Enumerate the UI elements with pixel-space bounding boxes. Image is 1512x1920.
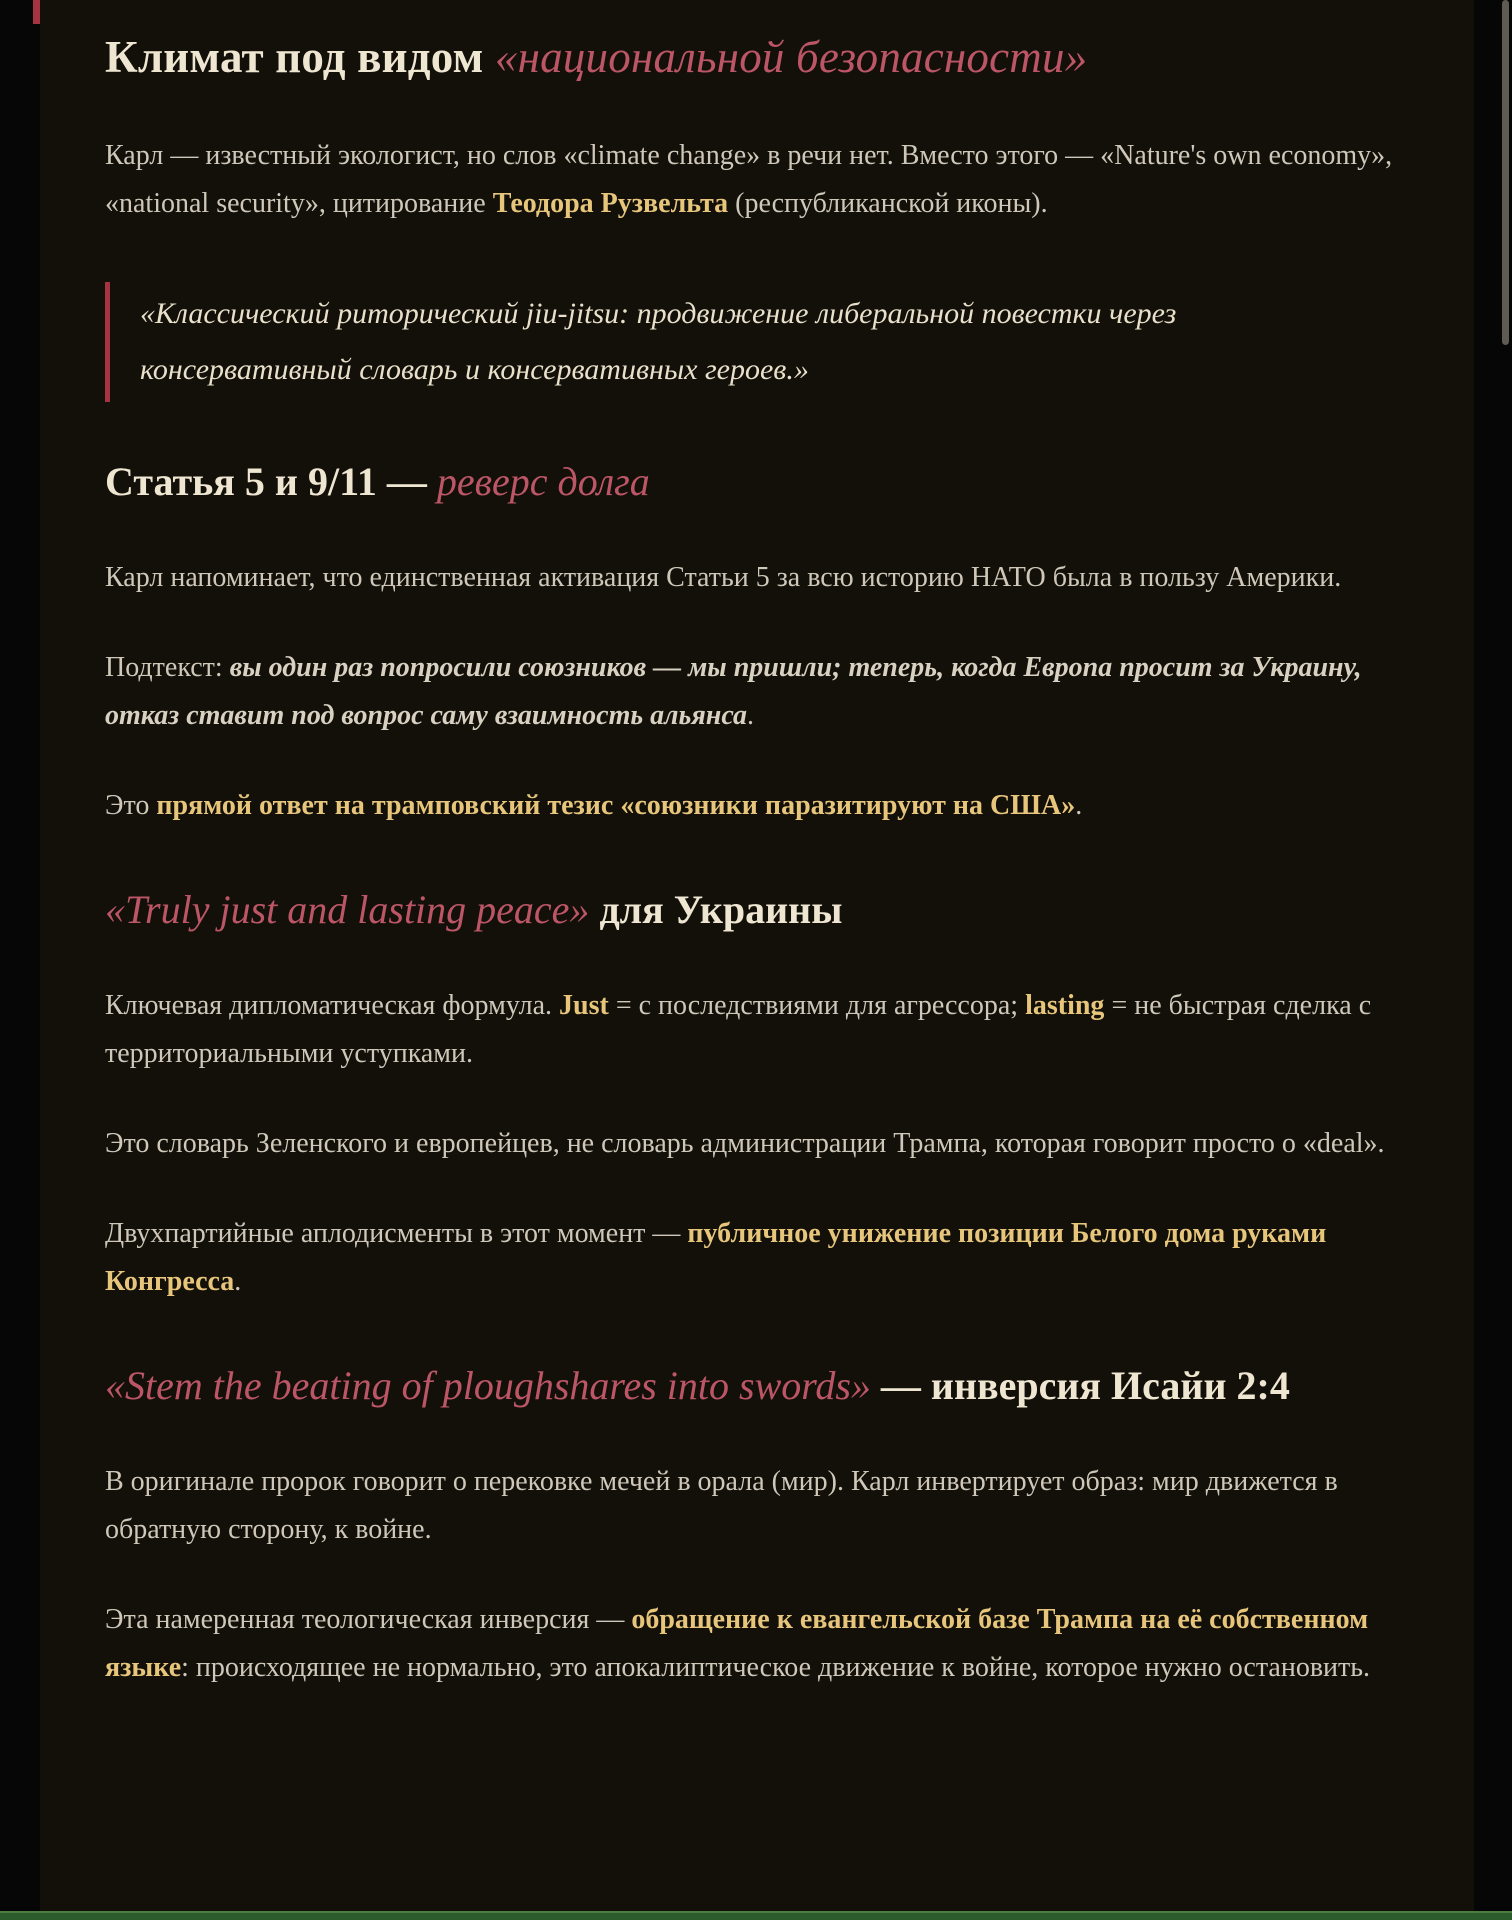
article-page — [40, 0, 1474, 1920]
paragraph-answer — [105, 782, 1410, 830]
section-heading-article5 — [105, 452, 1410, 512]
paragraph-prophet-run: В оригинале пророк говорит о перековке мечей в орала (мир). Карл инвертирует образ: мир движется в обратную сторону, к войне. — [105, 1466, 1338, 1545]
cutoff-quote-border-mark — [33, 0, 40, 24]
paragraph-climate-highlight: Теодора Рузвельта — [492, 188, 729, 219]
paragraph-formula — [105, 982, 1410, 1078]
paragraph-climate-run: Карл — известный экологист, но слов «climate change» в речи нет. Вместо этого — «Nature's own economy», «national security», цитирование — [105, 140, 1393, 219]
paragraph-formula-mid: = с последствиями для агрессора; — [608, 990, 1026, 1021]
paragraph-article5 — [105, 554, 1410, 602]
paragraph-formula-lasting: lasting — [1025, 990, 1105, 1021]
section-heading-isaiah-main: — инверсия Исайи 2:4 — [870, 1363, 1290, 1408]
paragraph-inversion-end: : происходящее не нормально, это апокалиптическое движение к войне, которое нужно остановить. — [181, 1652, 1371, 1683]
paragraph-climate-run-end: (республиканской иконы). — [728, 188, 1048, 219]
section-heading-isaiah-accent: «Stem the beating of ploughshares into swords» — [105, 1363, 871, 1408]
paragraph-inversion-run: Эта намеренная теологическая инверсия — — [105, 1604, 632, 1635]
paragraph-applause-highlight: публичное унижение позиции Белого дома руками Конгресса — [105, 1218, 1327, 1297]
paragraph-prophet — [105, 1458, 1410, 1554]
paragraph-subtext-emphasis: вы один раз попросили союзников — мы пришли; теперь, когда Европа просит за Украину, отказ ставит под вопрос саму взаимность альянса — [105, 652, 1362, 731]
paragraph-formula-run: Ключевая дипломатическая формула. — [105, 990, 560, 1021]
section-heading-article5-main: Статья 5 и 9/11 — — [105, 459, 437, 504]
section-heading-peace-main: для Украины — [589, 887, 843, 932]
paragraph-answer-run: Это — [105, 790, 157, 821]
paragraph-subtext-end: . — [747, 700, 755, 731]
pull-quote-text: «Классический риторический jiu-jitsu: продвижение либеральной повестки через консервативный словарь и консервативных героев.» — [140, 297, 1177, 386]
section-heading-peace-accent: «Truly just and lasting peace» — [105, 887, 590, 932]
paragraph-subtext — [105, 644, 1410, 740]
section-heading-article5-accent: реверс долга — [436, 459, 650, 504]
article-content — [40, 0, 1474, 1692]
paragraph-vocabulary-run: Это словарь Зеленского и европейцев, не словарь администрации Трампа, которая говорит просто о «deal». — [105, 1128, 1385, 1159]
section-heading-peace — [105, 880, 1410, 940]
paragraph-vocabulary — [105, 1120, 1410, 1168]
article-title-accent: «национальной безопасности» — [494, 32, 1088, 82]
section-heading-isaiah — [105, 1356, 1410, 1416]
scrollbar-thumb[interactable] — [1502, 0, 1509, 345]
paragraph-climate — [105, 132, 1410, 228]
paragraph-inversion-highlight: обращение к евангельской базе Трампа на её собственном языке — [105, 1604, 1369, 1683]
paragraph-answer-end: . — [1075, 790, 1083, 821]
paragraph-answer-highlight: прямой ответ на трамповский тезис «союзники паразитируют на США» — [156, 790, 1076, 821]
paragraph-formula-just: Just — [559, 990, 609, 1021]
article-title — [105, 30, 1410, 84]
paragraph-applause-end: . — [234, 1266, 242, 1297]
paragraph-formula-end: = не быстрая сделка с территориальными уступками. — [105, 990, 1372, 1069]
article-title-main: Климат под видом — [105, 32, 495, 82]
pull-quote — [105, 282, 1410, 402]
paragraph-inversion — [105, 1596, 1410, 1692]
paragraph-applause-run: Двухпартийные аплодисменты в этот момент — — [105, 1218, 688, 1249]
paragraph-applause — [105, 1210, 1410, 1306]
paragraph-subtext-label: Подтекст: — [105, 652, 230, 683]
paragraph-article5-run: Карл напоминает, что единственная активация Статьи 5 за всю историю НАТО была в пользу Америки. — [105, 562, 1342, 593]
footer-accent-bar — [0, 1911, 1512, 1920]
